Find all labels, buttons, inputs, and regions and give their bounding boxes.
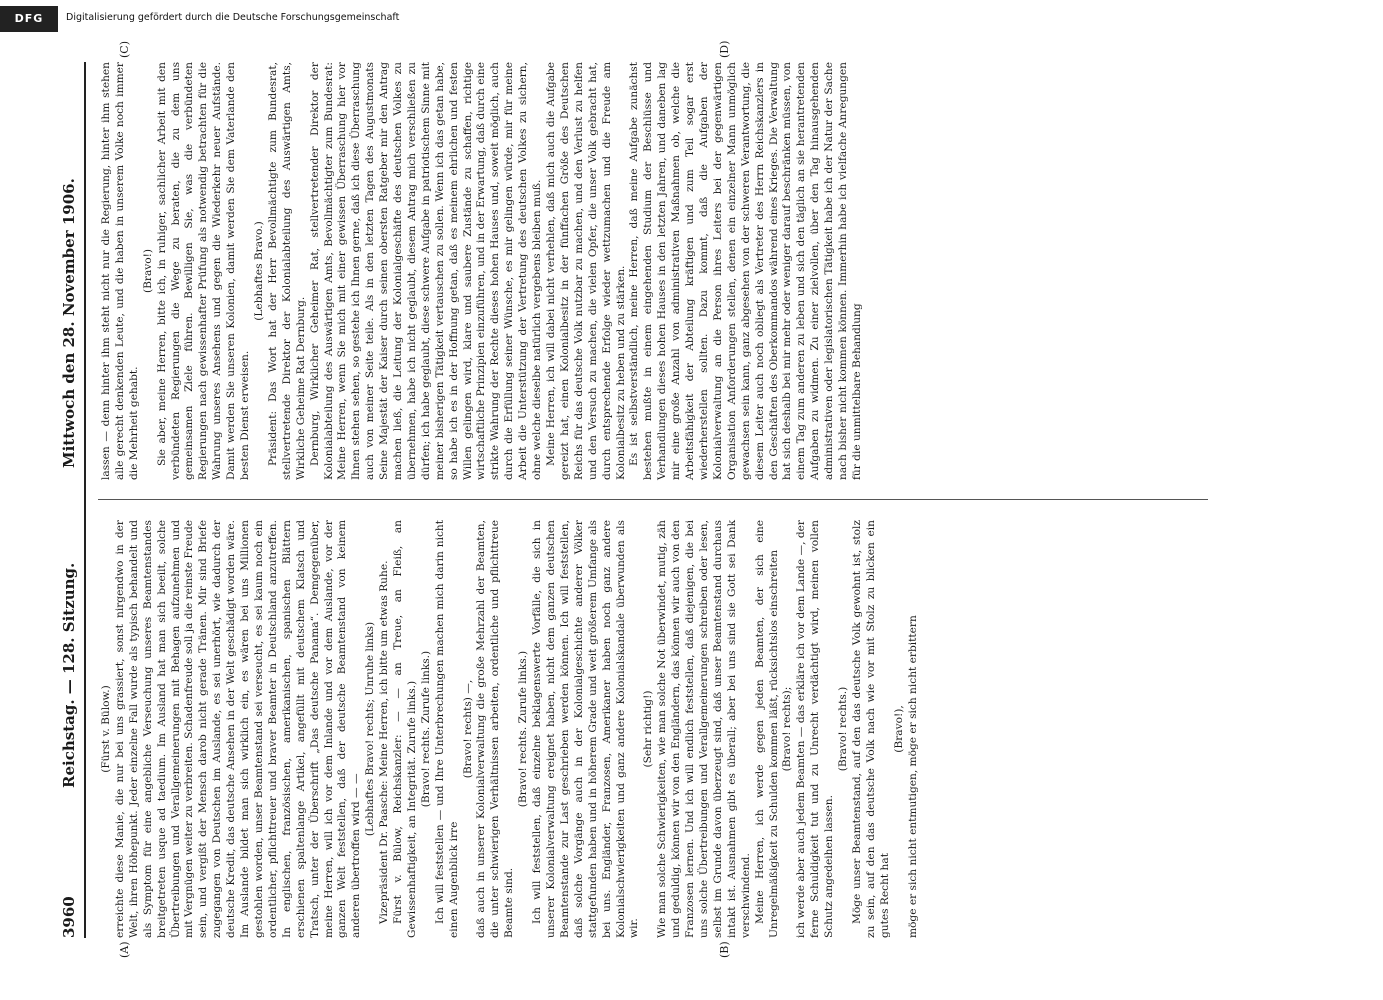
- paragraph: erreichte diese Manie, die nur bei uns grassiert, sonst nirgendwo in der Welt, ihren Höhepunkt. Jeder einzelne Fall wurde als typisch behandelt und als Symptom für eine angebliche Verseuchung unseres Beamtenstandes breitgetreten usque ad taedium. Im Ausland hat man sich beeilt, solche Übertreibungen und Verallgemeinerungen mit Behagen aufzunehmen und mit Vergnügen weiter zu verbreiten. Schadenfreude soll ja die reinste Freude sein, und vergißt der Mensch darob nicht gerade Tränen. Mir sind Briefe zugegangen von Deutschen im Auslande, es sei unerhört, wie dadurch der deutsche Kredit, das deutsche Ansehen in der Welt geschädigt worden wäre. Im Auslande bildet man sich wirklich ein, es wären bei uns Millionen gestohlen worden, unser Beamtenstand sei verseucht, es sei kaum noch ein ordentlicher, pflichttreuer und braver Beamter in Deutschland anzutreffen. In englischen, französischen, amerikanischen, spanischen Blättern erschienen spaltenlange Artikel, angefüllt mit deutschem Klatsch und Tratsch, unter der Überschrift „Das deutsche Panama“. Demgegenüber, meine Herren, will ich vor dem Inlande und vor dem Auslande, vor der ganzen Welt feststellen, daß der deutsche Beamtenstand von keinem anderen übertroffen wird — —: [113, 520, 363, 938]
- interjection: (Bravo! rechts);: [781, 686, 794, 772]
- running-head: [58, 62, 86, 938]
- margin-marker-b: (B): [718, 941, 731, 958]
- interjection: (Bravo!),: [892, 705, 905, 753]
- paragraph: Fürst v. Bülow, Reichskanzler: — — an Treue, an Fleiß, an Gewissenhaftigkeit, an Integrität. Zurufe links.): [392, 520, 418, 938]
- margin-marker-d: (D): [718, 40, 731, 58]
- interjection: (Bravo!): [141, 248, 154, 294]
- margin-marker-c: (C): [118, 41, 131, 58]
- page-number: 3960: [60, 896, 78, 938]
- paragraph: Ich will feststellen, daß einzelne beklagenswerte Vorfälle, die sich in unserer Kolonialverwaltung ereignet haben, nicht dem ganzen deutschen Beamtenstande zur Last geschrieben werden können. Ich will feststellen, daß solche Vorgänge auch in der Kolonialgeschichte anderer Völker stattgefunden haben und in höherem Grade und weit größerem Umfange als bei uns. Engländer, Franzosen, Amerikaner haben noch ganz andere Kolonialschwierigkeiten und ganz andere Kolonialskandale überwunden als wir.: [531, 520, 641, 938]
- paragraph: Dernburg, Wirklicher Geheimer Rat, stellvertretender Direktor der Kolonialabteilung des Auswärtigen Amts, Bevollmächtigter zum Bundesrat: Meine Herren, wenn Sie mich mit einer gewissen Überraschung hier vor Ihnen stehen sehen, so gestehe ich Ihnen gerne, daß ich diese Überraschung auch von meiner Seite teile. Als in den letzten Tagen des Augustmonats Seine Majestät der Kaiser durch seinen obersten Ratgeber mir den Antrag machen ließ, die Leitung der Kolonialgeschäfte des deutschen Volkes zu übernehmen, habe ich nicht geglaubt, diesem Antrag mich verschließen zu dürfen; ich habe geglaubt, diese schwere Aufgabe in patriotischem Sinne mit meiner bisherigen Tätigkeit vertauschen zu sollen. Wenn ich das getan habe, so habe ich es in der Hoffnung getan, daß es meinem ehrlichen und festen Willen gelingen wird, klare und saubere Zustände zu schaffen, richtige wirtschaftliche Prinzipien einzuführen, und in der Erwartung, daß durch eine strikte Wahrung der Rechte dieses hohen Hauses und, soweit möglich, auch durch die Erfüllung seiner Wünsche, es mir gelingen würde, mir für meine Arbeit die Unterstützung der Vertretung des deutschen Volkes zu sichern, ohne welche dieselbe natürlich vergebens bleiben muß.: [308, 62, 544, 480]
- interjection: (Bravo! rechts. Zurufe links.): [517, 650, 530, 808]
- paragraph: Sie aber, meine Herren, bitte ich, in ruhiger, sachlicher Arbeit mit den verbündeten Regierungen die Wege zu beraten, die zu dem uns gemeinsamen Ziele führen. Bewilligen Sie, was die verbündeten Regierungen nach gewissenhafter Prüfung als notwendig betrachten für die Wahrung unseres Ansehens und gegen die Wiederkehr neuer Aufstände. Damit werden Sie unseren Kolonien, damit werden Sie dem Vaterlande den besten Dienst erweisen.: [155, 62, 252, 480]
- page-content: [58, 40, 1318, 958]
- interjection: (Lebhaftes Bravo! rechts; Unruhe links): [364, 621, 377, 837]
- paragraph: Meine Herren, ich werde gegen jeden Beamten, der sich eine Unregelmäßigkeit zu Schulden kommen läßt, rücksichtslos einschreiten: [753, 520, 780, 938]
- paragraph: möge er sich nicht entmutigen, möge er sich nicht erbittern: [906, 615, 919, 938]
- column-divider: [98, 499, 1208, 500]
- paragraph: ich werde aber auch jedem Beamten — das erkläre ich vor dem Lande —, der ferne Schuldigkeit tut und zu Unrecht verdächtigt wird, meinen vollen Schutz angedeihen lassen.: [795, 520, 836, 938]
- interjection: (Bravo! rechts. Zurufe links.): [419, 650, 432, 808]
- interjection: (Lebhaftes Bravo.): [252, 221, 265, 321]
- paragraph: Präsident: Das Wort hat der Herr Bevollmächtigte zum Bundesrat, stellvertretende Direktor der Kolonialabteilung des Auswärtigen Amts, Wirkliche Geheime Rat Dernburg.: [266, 62, 307, 480]
- speaker-note: (Fürst v. Bülow.): [100, 685, 112, 773]
- session-date: Mittwoch den 28. November 1906.: [60, 178, 78, 468]
- paragraph: lassen — denn hinter ihm steht nicht nur die Regierung, hinter ihm stehen alle gerecht denkenden Leute, und die haben in unserem Volke noch immer die Mehrheit gehabt.: [100, 62, 140, 480]
- digitization-credit: Digitalisierung gefördert durch die Deutsche Forschungsgemeinschaft: [66, 12, 400, 23]
- paragraph: Ich will feststellen — und Ihre Unterbrechungen machen mich darin nicht einen Augenblick irre: [433, 520, 460, 938]
- dfg-logo: DFG: [0, 6, 58, 32]
- paragraph: Wie man solche Schwierigkeiten, wie man solche Not überwindet, mutig, zäh und geduldig, können wir von den Engländern, das können wir auch von den Franzosen lernen. Und ich will endlich feststellen, daß diejenigen, die bei uns solche Übertreibungen und Verallgemeinerungen schreiben oder lesen, selbst im Grunde davon überzeugt sind, daß unser Beamtenstand durchaus intakt ist. Ausnahmen gibt es überall; aber bei uns sind sie Gott sei Dank verschwindend.: [656, 520, 752, 938]
- interjection: (Bravo! rechts) —,: [461, 679, 474, 779]
- paragraph: Es ist selbstverständlich, meine Herren, daß meine Aufgabe zunächst bestehen mußte in einem eingehenden Studium der Beschlüsse und Verhandlungen dieses hohen Hauses in den letzten Jahren, und daneben lag mir eine große Anzahl von administrativen Maßnahmen ob, welche die Arbeitsfähigkeit der Abteilung kräftigen und zum Teil sogar erst wiederherstellen sollten. Dazu kommt, daß die Aufgaben der Kolonialverwaltung an die Person ihres Leiters bei der gegenwärtigen Organisation Anforderungen stellen, denen ein einzelner Mann unmöglich gewachsen sein kann, ganz abgesehen von der schweren Verantwortung, die diesem Leiter auch noch obliegt als Vertreter des Herrn Reichskanzlers in den Geschäften des Oberkommandos während eines Krieges. Die Verwaltung hat sich deshalb bei mir mehr oder weniger darauf beschränken müssen, von einem Tag zum anderen zu leben und sich den täglich an sie herantretenden Aufgaben zu widmen. Zu einer zielvollen, über den Tag hinausgehenden administrativen oder legislatorischen Tätigkeit habe ich der Natur der Sache nach bisher nicht kommen können. Immerhin habe ich vielfache Anregungen für die unmittelbare Behandlung: [628, 62, 863, 480]
- margin-marker-a: (A): [118, 941, 131, 958]
- session-title: Reichstag. — 128. Sitzung.: [60, 562, 78, 788]
- left-column: [100, 520, 920, 938]
- paragraph: daß auch in unserer Kolonialverwaltung die große Mehrzahl der Beamten, die unter schwierigen Verhältnissen arbeiten, ordentliche und pflichttreue Beamte sind.: [475, 520, 516, 938]
- paragraph: Möge unser Beamtenstand, auf den das deutsche Volk gewohnt ist, stolz zu sein, auf den das deutsche Volk nach wie vor mit Stolz zu blicken ein gutes Recht hat: [850, 520, 891, 938]
- right-column: [100, 62, 865, 480]
- interjection: (Bravo! rechts.): [837, 686, 850, 772]
- paragraph: Vizepräsident Dr. Paasche: Meine Herren, ich bitte um etwas Ruhe.: [378, 560, 391, 924]
- interjection: (Sehr richtig!): [642, 690, 655, 768]
- paragraph: Meine Herren, ich will dabei nicht verhehlen, daß mich auch die Aufgabe gereizt hat, einen Kolonialbesitz in der fünffachen Größe des Deutschen Reichs für das deutsche Volk nutzbar zu machen, und den Verlust zu helfen und den Versuch zu machen, die vielen Opfer, die unser Volk gebracht hat, durch entsprechende Erfolge wieder wettzumachen und die Freude am Kolonialbesitz zu heben und zu stärken.: [545, 62, 627, 480]
